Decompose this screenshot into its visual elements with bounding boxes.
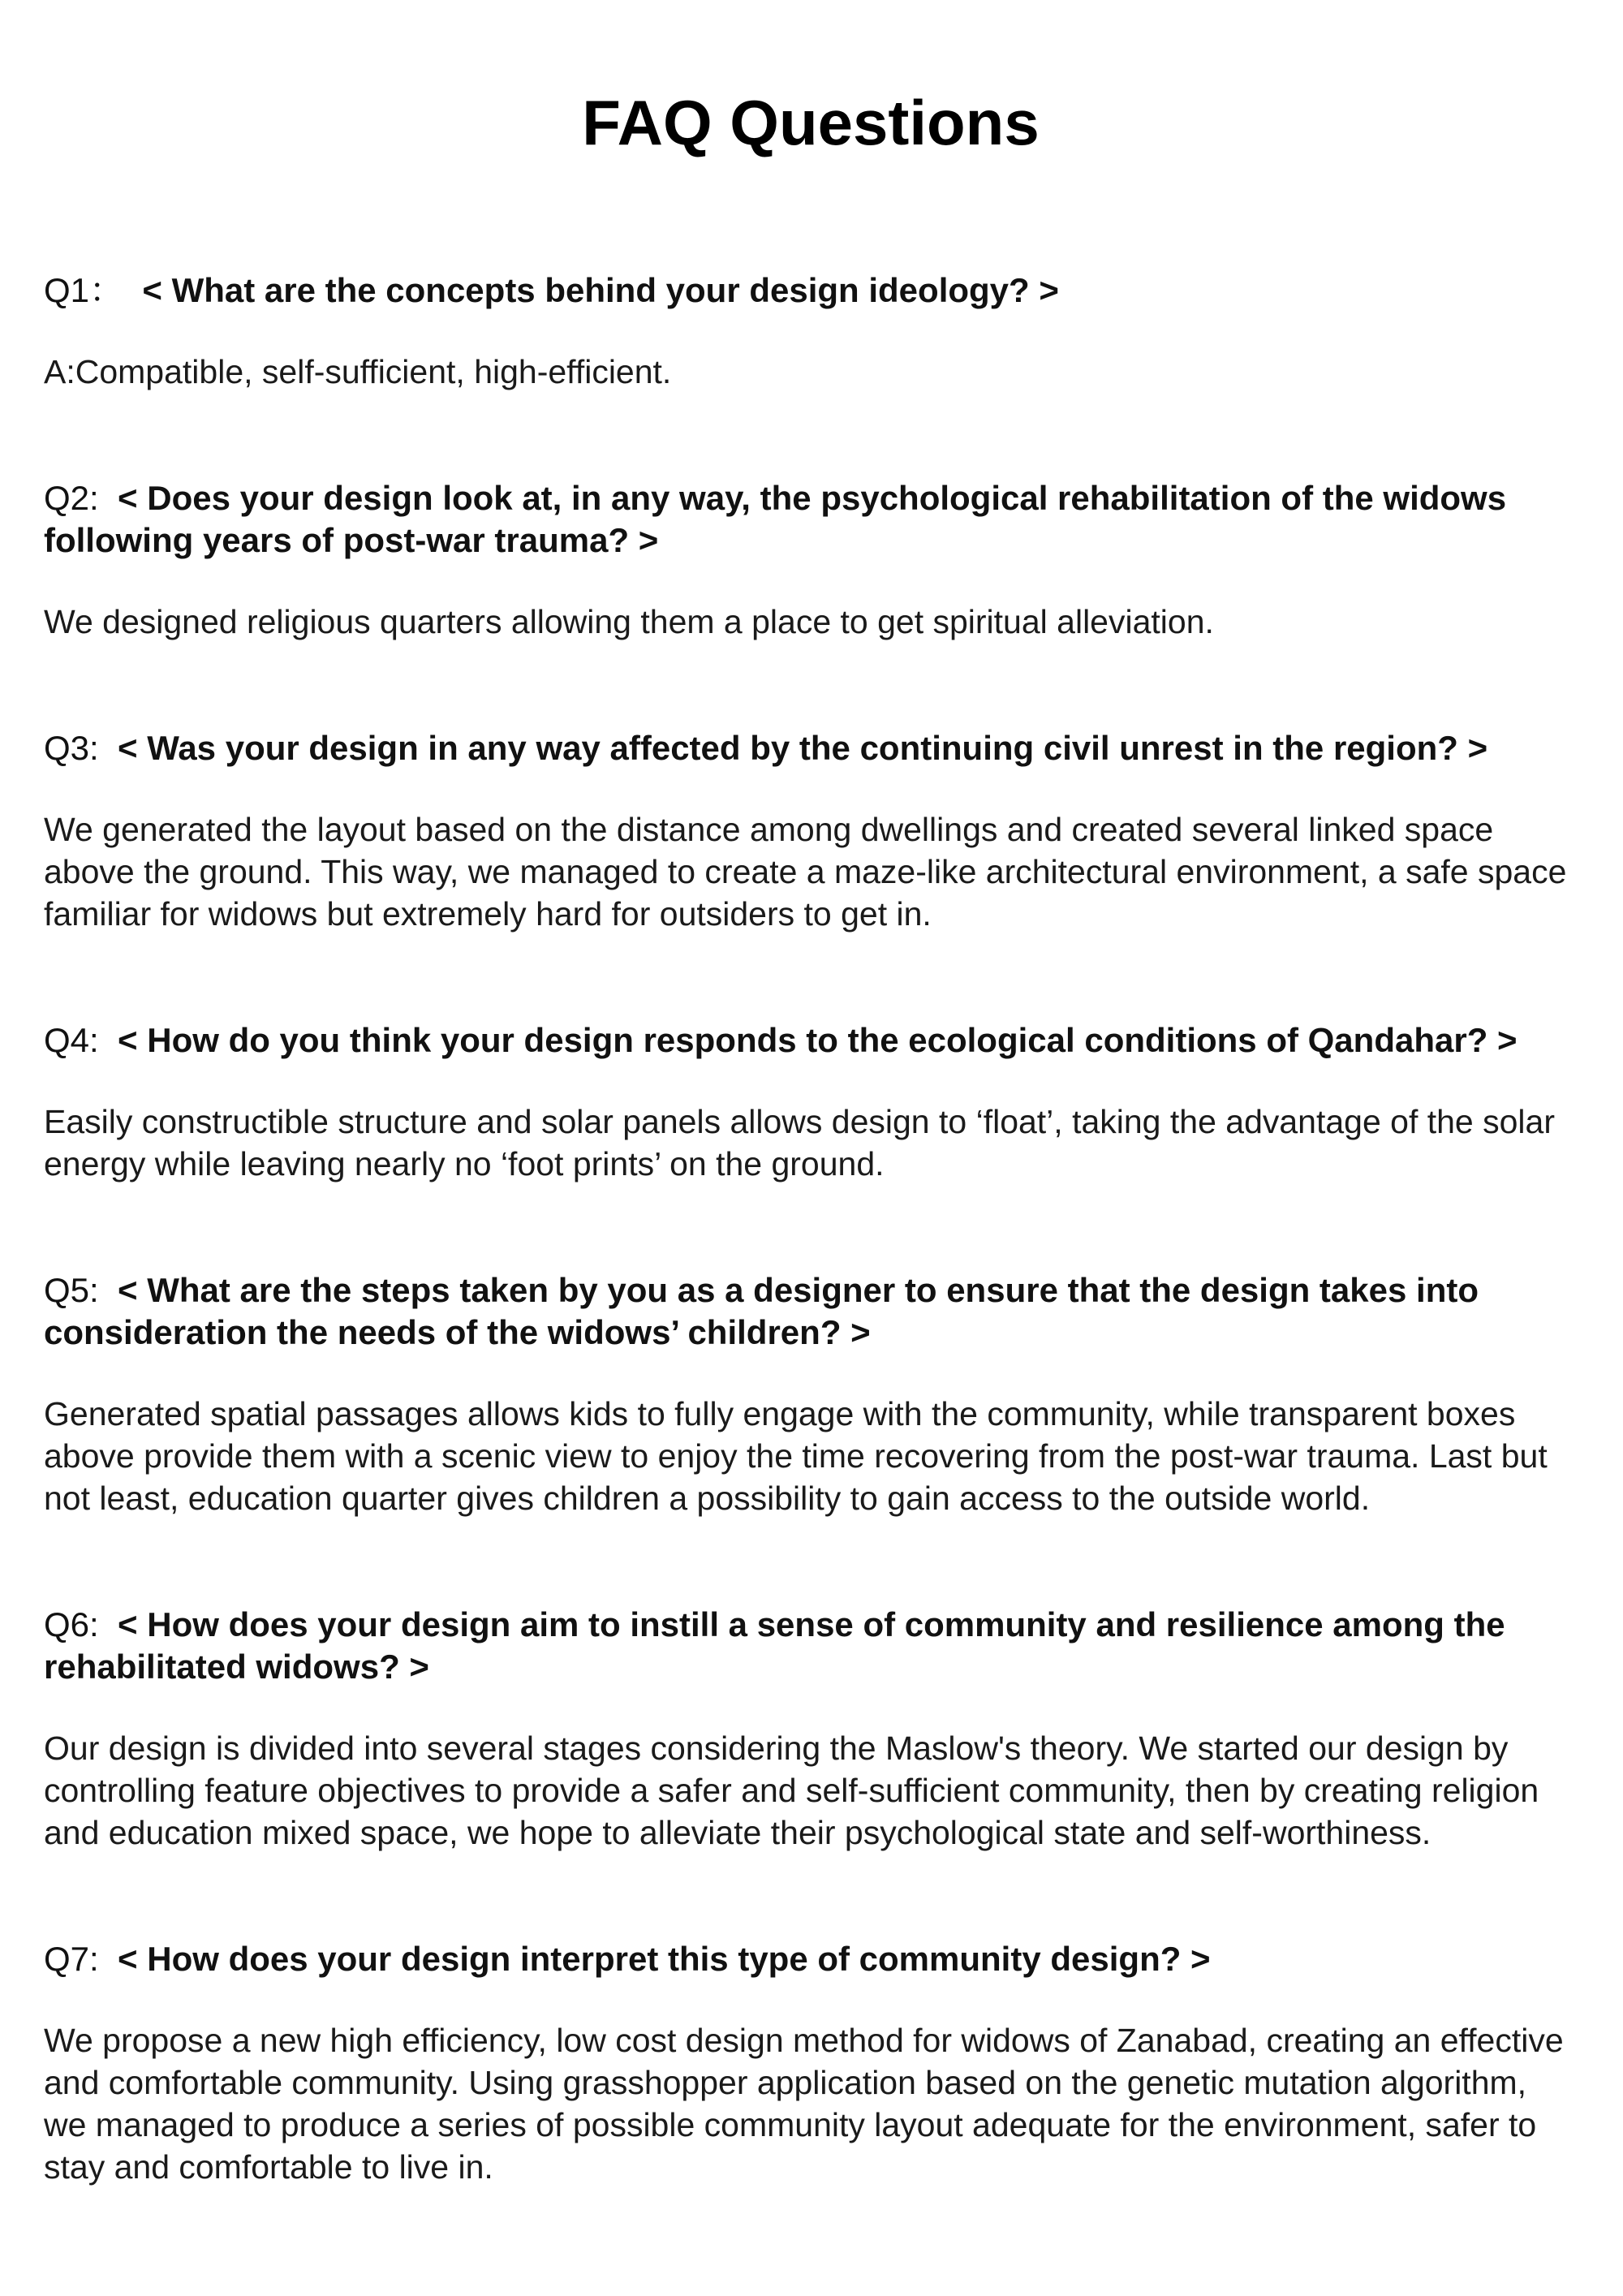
- faq-item-6: [44, 1604, 1578, 1854]
- faq-item-4: [44, 1019, 1578, 1185]
- answer-5: Generated spatial passages allows kids to fully engage with the community, while transparent boxes above provide them with a scenic view to enjoy the time recovering from the post-war trauma. Last but not least, education quarter gives children a possibility to gain access to the outside world.: [44, 1395, 1548, 1517]
- question-text: < How does your design interpret this type of community design? >: [118, 1940, 1211, 1978]
- question-text: < How do you think your design responds to the ecological conditions of Qandahar? >: [118, 1021, 1518, 1059]
- question-label: Q4:: [44, 1021, 99, 1059]
- answer-1: A:Compatible, self-sufficient, high-efficient.: [44, 353, 672, 390]
- question-text: < How does your design aim to instill a sense of community and resilience among the rehabilitated widows? >: [44, 1605, 1505, 1686]
- question-text: < What are the steps taken by you as a designer to ensure that the design takes into consideration the needs of the widows’ children? >: [44, 1271, 1479, 1351]
- question-label: Q6:: [44, 1605, 99, 1643]
- question-text: < Was your design in any way affected by the continuing civil unrest in the region? >: [118, 729, 1488, 767]
- question-label: Q3:: [44, 729, 99, 767]
- faq-list: [44, 269, 1578, 2188]
- faq-item-2: [44, 477, 1578, 643]
- faq-item-1: [44, 269, 1578, 393]
- question-6: [44, 1604, 1578, 1688]
- question-label: Q7:: [44, 1940, 99, 1978]
- answer-4: Easily constructible structure and solar panels allows design to ‘float’, taking the advantage of the solar energy while leaving nearly no ‘foot prints’ on the ground.: [44, 1103, 1555, 1182]
- page-title: FAQ Questions: [582, 87, 1040, 158]
- question-1: [44, 269, 1578, 312]
- question-7: [44, 1938, 1578, 1980]
- faq-item-5: [44, 1269, 1578, 1519]
- faq-item-3: [44, 727, 1578, 935]
- faq-item-7: [44, 1938, 1578, 2188]
- question-label: Q5:: [44, 1271, 99, 1309]
- answer-7: We propose a new high efficiency, low cost design method for widows of Zanabad, creating an effective and comfortable community. Using grasshopper application based on the genetic mutation algorithm, we managed to produce a series of possible community layout adequate for the environment, safer to stay and comfortable to live in.: [44, 2022, 1564, 2186]
- question-4: [44, 1019, 1578, 1062]
- question-text: < Does your design look at, in any way, the psychological rehabilitation of the widows following years of post-war trauma? >: [44, 479, 1507, 559]
- question-5: [44, 1269, 1578, 1354]
- question-text: < What are the concepts behind your design ideology? >: [142, 271, 1059, 309]
- answer-2: We designed religious quarters allowing them a place to get spiritual alleviation.: [44, 603, 1214, 640]
- answer-6: Our design is divided into several stages considering the Maslow's theory. We started our design by controlling feature objectives to provide a safer and self-sufficient community, then by creating religion and education mixed space, we hope to alleviate their psychological state and self-worthiness.: [44, 1730, 1539, 1851]
- answer-3: We generated the layout based on the distance among dwellings and created several linked space above the ground. This way, we managed to create a maze-like architectural environment, a safe space familiar for widows but extremely hard for outsiders to get in.: [44, 811, 1567, 933]
- question-3: [44, 727, 1578, 769]
- question-label: Q1：: [44, 271, 124, 309]
- question-label: Q2:: [44, 479, 99, 517]
- question-2: [44, 477, 1578, 562]
